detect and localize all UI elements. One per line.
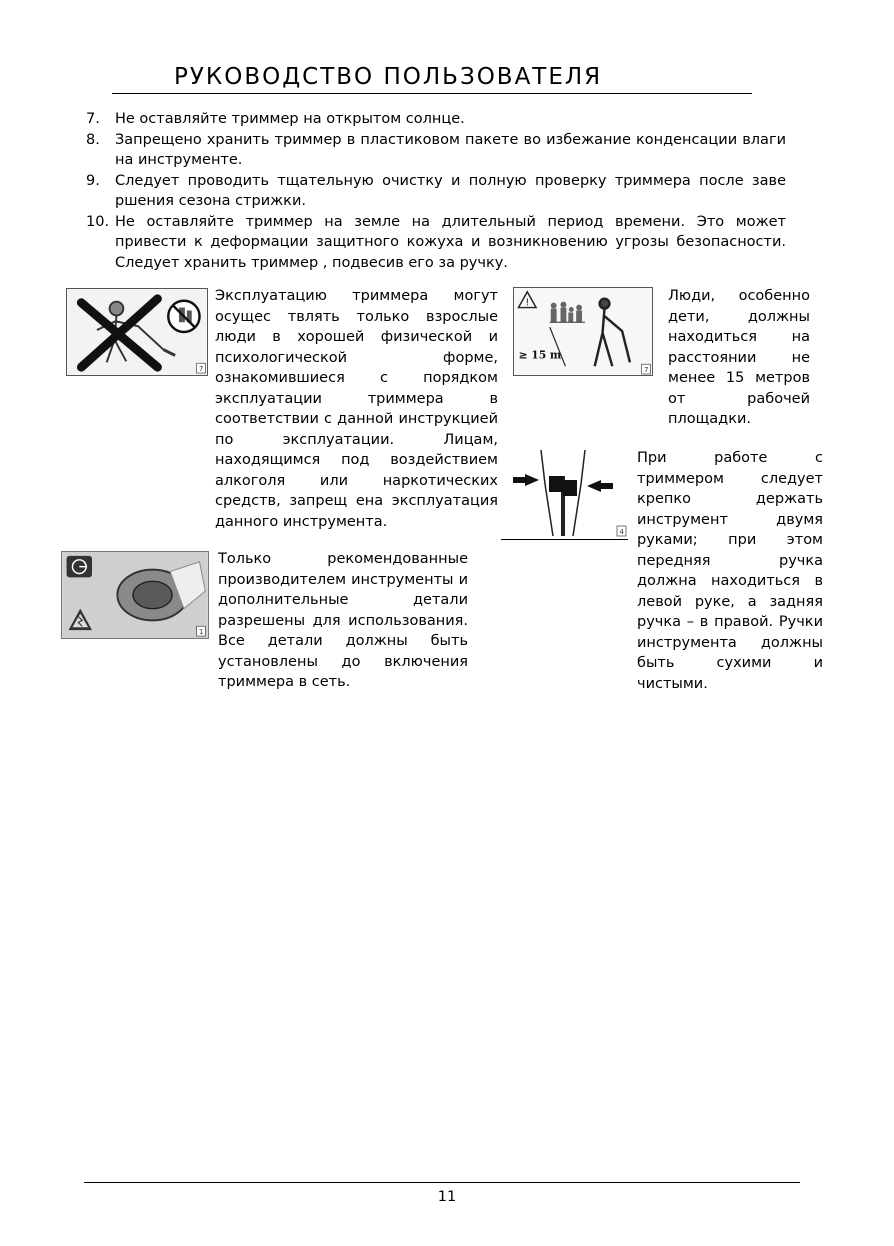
- hands-grip-icon: [501, 446, 628, 538]
- illustration-divider: [501, 539, 628, 540]
- safe-distance-text: Люди, особенно дети, должны находиться на расстоянии не менее 15 метров от рабочей площадки.: [668, 288, 810, 427]
- recommended-parts-text: Только рекомендованные производителем инструменты и дополнительные детали разрешены для использования. Все детали должны быть установлены до включения триммера в сеть.: [218, 551, 468, 690]
- two-hand-grip-illustration: [501, 446, 628, 538]
- two-hand-grip-text: При работе с триммером следует крепко держать инструмент двумя руками; при этом передняя ручка должна находиться в левой руке, а задняя ручка – в правой. Ручки инструмента должны быть сухими и чистыми.: [637, 450, 823, 692]
- figure-index: 7: [199, 365, 204, 374]
- list-item-number: 9.: [86, 172, 100, 189]
- recommended-parts-illustration: [61, 551, 209, 639]
- list-item-number: 8.: [86, 131, 100, 148]
- distance-label: ≥ 15 m: [518, 348, 562, 362]
- list-item-text: Не оставляйте триммер на земле на длительный период времени. Это может привести к деформации защитного кожуха и возникновению угрозы безопасности. Следует хранить триммер , подвесив его за ручку.: [115, 213, 786, 271]
- list-item-text: Запрещено хранить триммер в пластиковом пакете во избежание конденсации влаги на инструменте.: [115, 131, 786, 168]
- list-item: [86, 130, 786, 171]
- safe-distance-icon: [514, 288, 652, 375]
- storage-instructions-list: [86, 109, 786, 273]
- list-item-text: Следует проводить тщательную очистку и полную проверку триммера после заве ршения сезона стрижки.: [115, 172, 786, 209]
- list-item-number: 10.: [86, 213, 110, 230]
- figure-index: 1: [199, 628, 204, 637]
- list-item: [86, 109, 786, 130]
- svg-text:!: !: [525, 297, 530, 309]
- header-divider: [112, 93, 752, 94]
- page-title: РУКОВОДСТВО ПОЛЬЗОВАТЕЛЯ: [174, 64, 603, 90]
- list-item-text: Не оставляйте триммер на открытом солнце.: [115, 111, 465, 127]
- operation-requirements-text: Эксплуатацию триммера могут осущес твлять только взрослые люди в хорошей физической и психологической форме, ознакомившиеся с порядком эксплуатации триммера в соответствии с данной инструкцией по эксплуатации. Лицам, находящимся под воздействием алкоголя или наркотических средств, запрещ ена эксплуатация данного инструмента.: [215, 288, 498, 530]
- figure-index: 4: [619, 528, 624, 536]
- page-number: 11: [437, 1189, 457, 1205]
- list-item: [86, 212, 786, 274]
- crossed-operator-icon: [67, 289, 207, 375]
- figure-index: 7: [644, 366, 649, 375]
- trimmer-head-icon: [62, 552, 208, 638]
- list-item: [86, 171, 786, 212]
- footer-divider: [84, 1182, 800, 1183]
- no-alcohol-operation-illustration: [66, 288, 208, 376]
- list-item-number: 7.: [86, 111, 100, 127]
- safe-distance-illustration: [513, 287, 653, 376]
